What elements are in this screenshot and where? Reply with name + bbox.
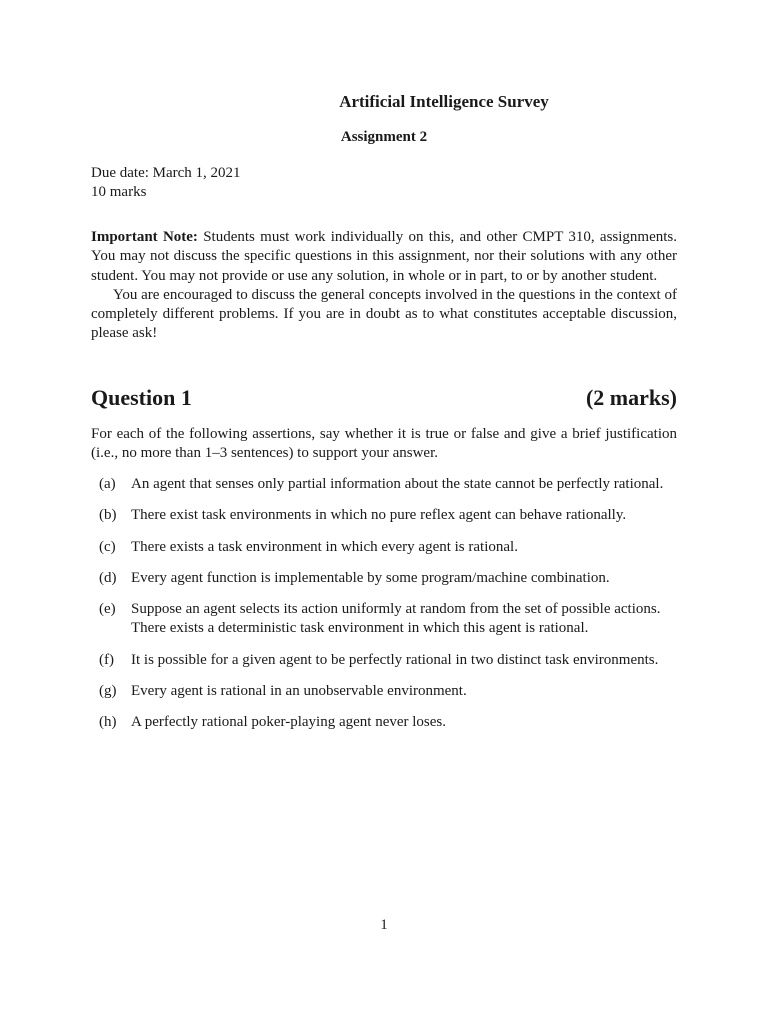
assertion-list	[91, 475, 681, 745]
item-label: (g)	[99, 683, 117, 700]
list-item	[91, 538, 681, 557]
list-item	[91, 475, 681, 494]
item-text: There exists a task environment in which every agent is rational.	[131, 538, 518, 555]
note-label: Important Note:	[91, 229, 198, 245]
question-marks: (2 marks)	[585, 385, 677, 410]
item-label: (c)	[99, 538, 116, 555]
note-text: Students must work individually on this, and other CMPT 310, assignments. You may not discuss the specific questions in this assignment, nor their solutions with any other student. You may not provide or use any solution, in whole or in part, to or by another student.	[91, 229, 677, 284]
question-heading	[91, 385, 677, 411]
note-paragraph-2: You are encouraged to discuss the general concepts involved in the questions in the context of completely different problems. If you are in doubt as to what constitutes acceptable discussion, please ask!	[91, 286, 677, 342]
list-item	[91, 600, 681, 639]
list-item	[91, 713, 681, 732]
item-label: (a)	[99, 476, 116, 492]
item-text: Suppose an agent selects its action uniformly at random from the set of possible actions. There exists a deterministic task environment in which this agent is rational.	[131, 601, 661, 637]
assignment-meta	[91, 164, 241, 202]
item-text: Every agent is rational in an unobservable environment.	[131, 683, 467, 700]
list-item	[91, 569, 681, 588]
item-label: (e)	[99, 601, 116, 618]
item-text: There exist task environments in which no pure reflex agent can behave rationally.	[131, 507, 627, 524]
item-label: (h)	[99, 714, 117, 731]
list-item	[91, 506, 681, 525]
note-paragraph-1	[91, 228, 677, 286]
important-note	[91, 228, 677, 344]
item-text: A perfectly rational poker-playing agent never loses.	[131, 714, 446, 731]
list-item	[91, 651, 681, 670]
question-intro: For each of the following assertions, say whether it is true or false and give a brief justification (i.e., no more than 1–3 sentences) to support your answer.	[91, 426, 677, 462]
document-title: Artificial Intelligence Survey	[339, 92, 549, 111]
item-label: (d)	[99, 569, 117, 586]
page-number: 1	[380, 917, 388, 933]
item-text: An agent that senses only partial information about the state cannot be perfectly rational.	[131, 476, 664, 492]
list-item	[91, 682, 681, 701]
total-marks: 10 marks	[91, 184, 147, 200]
assignment-label: Assignment 2	[340, 129, 428, 145]
item-label: (f)	[99, 651, 114, 668]
item-label: (b)	[99, 507, 117, 524]
item-text: Every agent function is implementable by some program/machine combination.	[131, 569, 610, 586]
item-text: It is possible for a given agent to be perfectly rational in two distinct task environments.	[131, 651, 659, 668]
question-title: Question 1	[91, 385, 192, 410]
document-subtitle	[0, 129, 768, 146]
due-date: Due date: March 1, 2021	[91, 165, 241, 181]
